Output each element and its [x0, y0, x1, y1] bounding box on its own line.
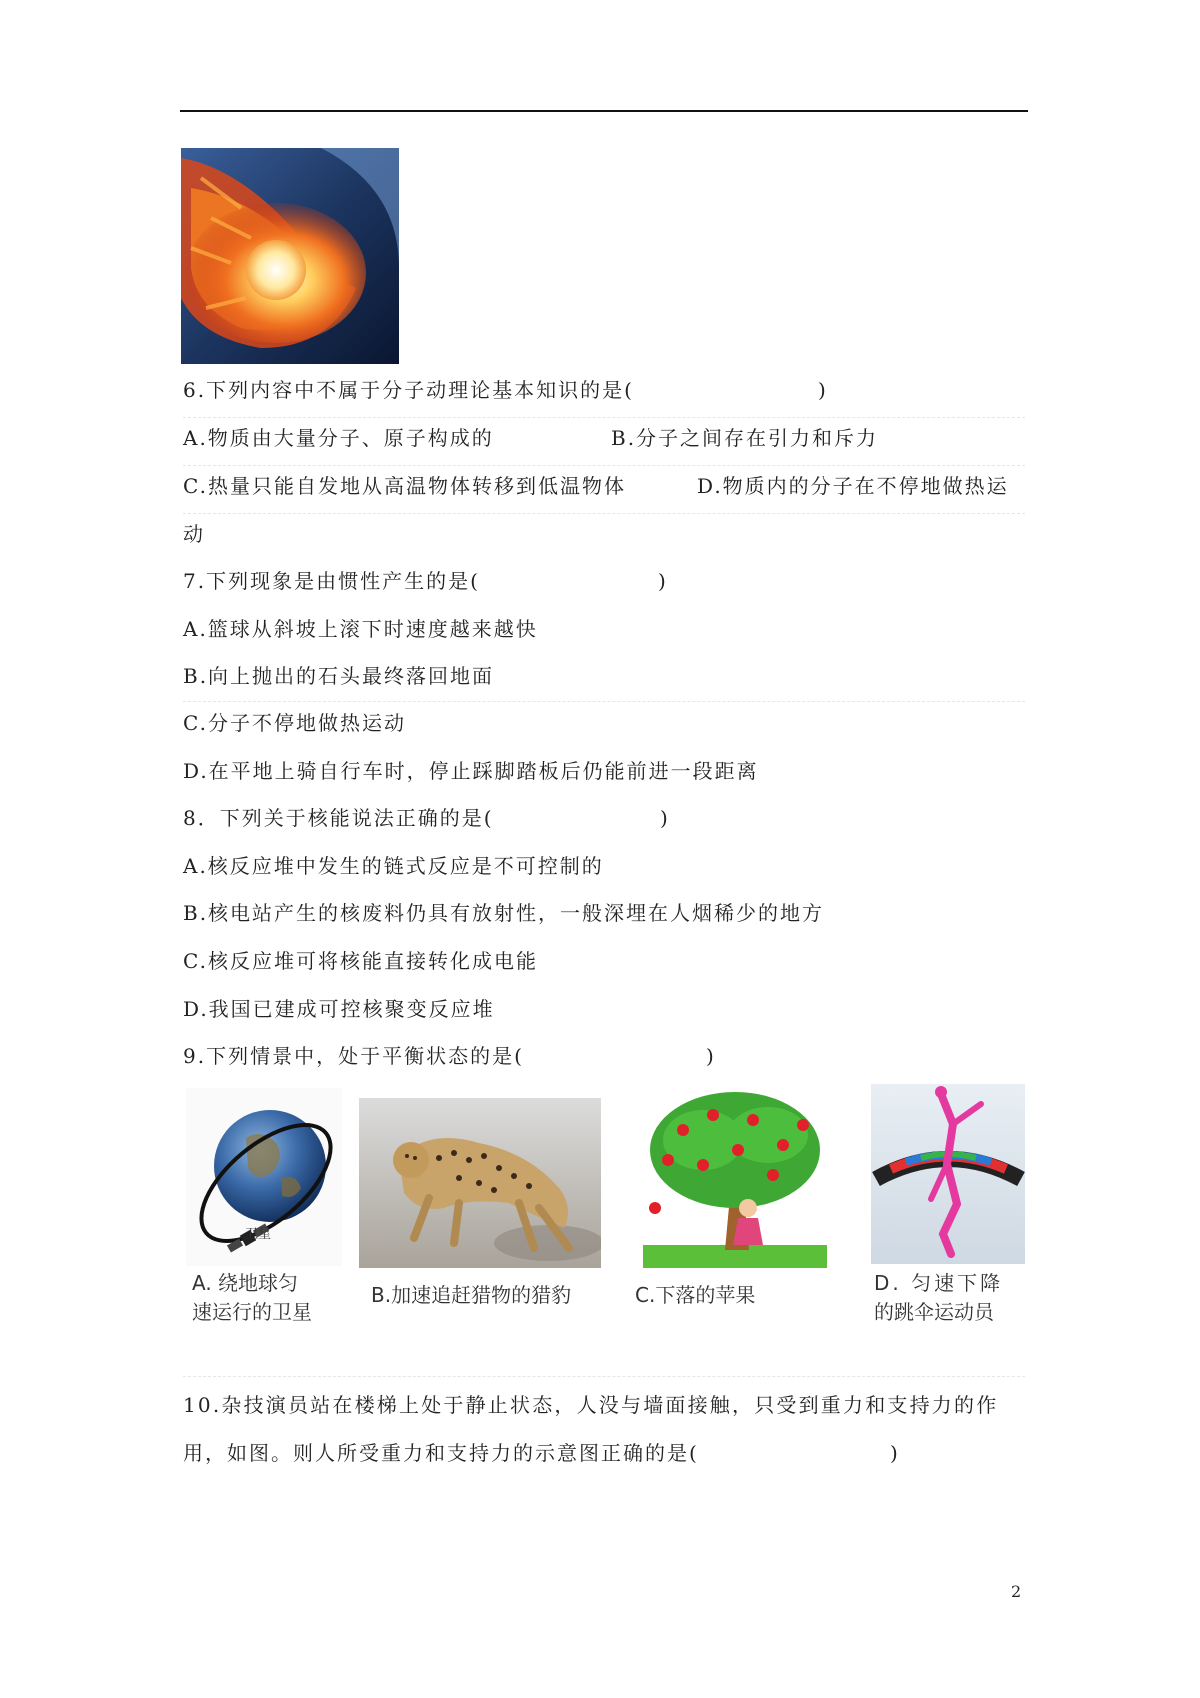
q10-stem-line2: 用，如图。则人所受重力和支持力的示意图正确的是(	[183, 1441, 699, 1465]
q9-caption-d-line1: D. 匀速下降	[874, 1271, 1004, 1295]
q9-picture-a-inner-label: 卫星	[245, 1227, 272, 1242]
q10-stem-line1: 10.杂技演员站在楼梯上处于静止状态，人没与墙面接触，只受到重力和支持力的作	[183, 1393, 999, 1417]
q9-caption-c: C.下落的苹果	[635, 1283, 756, 1307]
header-rule	[180, 110, 1028, 112]
q9-picture-b-cheetah	[359, 1098, 601, 1268]
ruled-line	[183, 701, 1025, 702]
q6-stem: 6.下列内容中不属于分子动理论基本知识的是(	[183, 378, 634, 402]
q10-answer-paren-close: )	[890, 1441, 898, 1465]
page-number: 2	[1011, 1582, 1022, 1601]
q8-stem: 8．下列关于核能说法正确的是(	[183, 806, 494, 830]
q7-option-a: A.篮球从斜坡上滚下时速度越来越快	[183, 617, 538, 641]
q6-option-c: C.热量只能自发地从高温物体转移到低温物体	[183, 474, 626, 498]
ruled-line	[183, 1376, 1025, 1377]
q8-option-c: C.核反应堆可将核能直接转化成电能	[183, 949, 538, 973]
q6-option-b: B.分子之间存在引力和斥力	[611, 426, 879, 450]
q9-caption-a-line1: A. 绕地球匀	[192, 1271, 299, 1295]
q9-caption-b: B.加速追赶猎物的猎豹	[371, 1283, 572, 1307]
q7-option-d: D.在平地上骑自行车时，停止踩脚踏板后仍能前进一段距离	[183, 759, 759, 783]
q6-option-d: D.物质内的分子在不停地做热运	[697, 474, 1009, 498]
q9-answer-paren-close: )	[706, 1044, 714, 1068]
q8-option-a: A.核反应堆中发生的链式反应是不可控制的	[183, 854, 604, 878]
q8-answer-paren-close: )	[660, 806, 668, 830]
q8-option-d: D.我国已建成可控核聚变反应堆	[183, 997, 495, 1021]
q7-option-c: C.分子不停地做热运动	[183, 711, 406, 735]
ruled-line	[183, 465, 1025, 466]
q9-stem: 9.下列情景中，处于平衡状态的是(	[183, 1044, 524, 1068]
spacecraft-reentry-image	[181, 148, 399, 364]
q6-answer-paren-close: )	[818, 378, 826, 402]
q9-caption-a-line2: 速运行的卫星	[192, 1300, 312, 1324]
ruled-line	[183, 513, 1025, 514]
q7-answer-paren-close: )	[658, 569, 666, 593]
q9-picture-d-parachutist	[871, 1084, 1025, 1264]
q9-caption-d-line2: 的跳伞运动员	[874, 1300, 994, 1324]
q6-option-d-continued: 动	[183, 522, 205, 546]
q7-stem: 7.下列现象是由惯性产生的是(	[183, 569, 480, 593]
q9-picture-c-apple-tree	[643, 1090, 827, 1268]
q7-option-b: B.向上抛出的石头最终落回地面	[183, 664, 495, 688]
q8-option-b: B.核电站产生的核废料仍具有放射性，一般深埋在人烟稀少的地方	[183, 901, 825, 925]
ruled-line	[183, 417, 1025, 418]
q6-option-a: A.物质由大量分子、原子构成的	[183, 426, 494, 450]
